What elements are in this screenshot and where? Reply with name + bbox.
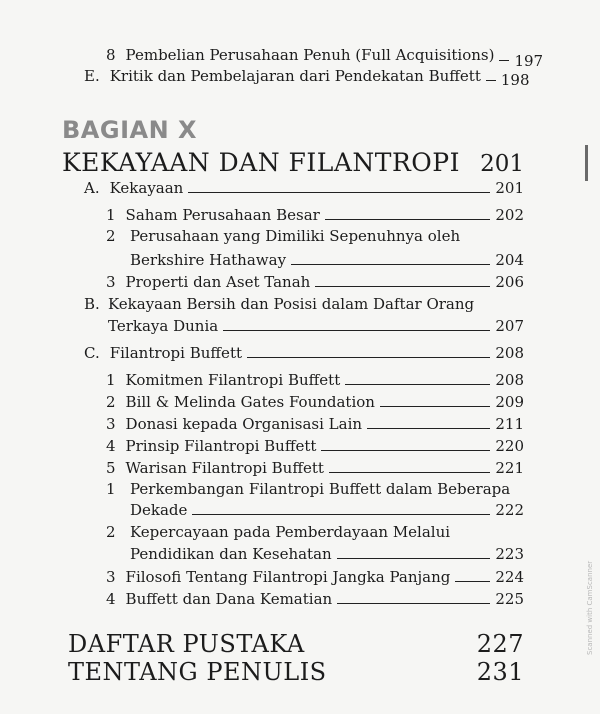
entry-title: Kekayaan [109, 179, 184, 197]
entry-number: A. [84, 179, 100, 197]
back-matter-title: TENTANG PENULIS [68, 658, 327, 686]
entry-title: Perusahaan yang Dimiliki Sepenuhnya oleh [130, 227, 461, 245]
entry-title-continued: Dekade [130, 501, 188, 519]
entry-title: Properti dan Aset Tanah [125, 273, 311, 291]
entry-page-number: 201 [495, 179, 524, 197]
entry-page-number: 220 [495, 437, 524, 455]
scanner-watermark: Scanned with CamScanner [586, 560, 594, 655]
entry-title: Donasi kepada Organisasi Lain [125, 415, 363, 433]
entry-title-continued: Terkaya Dunia [108, 317, 219, 335]
leader-line [337, 603, 490, 604]
entry-page-number: 221 [495, 459, 524, 477]
entry-page-number: 222 [495, 501, 524, 519]
entry-page-number: 223 [495, 545, 524, 563]
leader-line [345, 384, 490, 385]
entry-page-number: 207 [495, 317, 524, 335]
entry-title: Prinsip Filantropi Buffett [125, 437, 317, 455]
entry-number: 5 [106, 459, 116, 477]
entry-number: 4 [106, 590, 116, 608]
toc-entry [84, 178, 524, 198]
toc-entry [84, 343, 524, 363]
toc-entry [106, 45, 544, 70]
entry-page-number: 208 [495, 344, 524, 362]
entry-title: Saham Perusahaan Besar [125, 206, 320, 224]
leader-line [367, 428, 490, 429]
toc-entry [130, 544, 524, 564]
toc-entry [106, 414, 524, 434]
leader-line [380, 406, 490, 407]
leader-line [337, 558, 491, 559]
entry-number: 1 [106, 206, 116, 224]
toc-entry [106, 205, 524, 225]
page-edge-shadow [585, 145, 588, 181]
entry-title: Warisan Filantropi Buffett [125, 459, 324, 477]
entry-number: 4 [106, 437, 116, 455]
entry-number: E. [84, 67, 100, 85]
entry-title: Filantropi Buffett [109, 344, 242, 362]
leader-line [321, 450, 490, 451]
part-heading: BAGIAN X [62, 116, 198, 144]
entry-title: Komitmen Filantropi Buffett [125, 371, 341, 389]
toc-entry [106, 392, 524, 412]
entry-title: Bill & Melinda Gates Foundation [125, 393, 375, 411]
entry-number: B. [84, 295, 100, 313]
leader-line [291, 264, 490, 265]
leader-line [188, 192, 490, 193]
toc-entry [106, 458, 524, 478]
entry-title: Kekayaan Bersih dan Posisi dalam Daftar Orang [108, 295, 475, 313]
entry-number: 2 [106, 523, 116, 541]
entry-page-number: 224 [495, 568, 524, 586]
entry-number: 1 [106, 480, 116, 498]
entry-page-number: 198 [500, 71, 530, 89]
leader-line [315, 286, 490, 287]
leader-line [329, 472, 490, 473]
entry-number: 2 [106, 393, 116, 411]
entry-page-number: 208 [495, 371, 524, 389]
back-matter-page-number: 231 [476, 658, 524, 686]
toc-entry [106, 567, 524, 587]
back-matter-entry [68, 630, 524, 658]
entry-title: Kritik dan Pembelajaran dari Pendekatan Buffett [109, 67, 481, 85]
entry-title-continued: Berkshire Hathaway [130, 251, 287, 269]
entry-title-continued: Pendidikan dan Kesehatan [130, 545, 332, 563]
entry-title: Perkembangan Filantropi Buffett dalam Beberapa [130, 480, 511, 498]
entry-page-number: 197 [514, 52, 544, 70]
entry-title: Filosofi Tentang Filantropi Jangka Panjang [125, 568, 451, 586]
leader-line [325, 219, 491, 220]
back-matter-page-number: 227 [476, 630, 524, 658]
entry-page-number: 209 [495, 393, 524, 411]
toc-entry [130, 500, 524, 520]
leader-line [499, 60, 509, 61]
chapter-page-number: 201 [480, 151, 524, 177]
entry-number: 8 [106, 46, 116, 64]
entry-title: Kepercayaan pada Pemberdayaan Melalui [130, 523, 451, 541]
leader-line [455, 581, 490, 582]
entry-page-number: 206 [495, 273, 524, 291]
back-matter-entry [68, 658, 524, 686]
entry-page-number: 211 [495, 415, 524, 433]
entry-title: Pembelian Perusahaan Penuh (Full Acquisitions) [125, 46, 495, 64]
leader-line [223, 330, 490, 331]
entry-page-number: 225 [495, 590, 524, 608]
toc-entry [106, 272, 524, 292]
leader-line [192, 514, 490, 515]
entry-number: 3 [106, 568, 116, 586]
back-matter-title: DAFTAR PUSTAKA [68, 630, 305, 658]
entry-number: 3 [106, 415, 116, 433]
entry-page-number: 204 [495, 251, 524, 269]
entry-number: C. [84, 344, 100, 362]
toc-entry [130, 250, 524, 270]
toc-entry [108, 316, 524, 336]
toc-entry [106, 370, 524, 390]
toc-entry [106, 436, 524, 456]
chapter-title: KEKAYAAN DAN FILANTROPI [62, 148, 460, 177]
leader-line [486, 80, 496, 81]
entry-number: 2 [106, 227, 116, 245]
toc-entry [106, 589, 524, 609]
entry-number: 3 [106, 273, 116, 291]
leader-line [247, 357, 490, 358]
entry-page-number: 202 [495, 206, 524, 224]
entry-title: Buffett dan Dana Kematian [125, 590, 333, 608]
toc-entry [84, 66, 530, 89]
chapter-heading [62, 148, 524, 177]
entry-number: 1 [106, 371, 116, 389]
